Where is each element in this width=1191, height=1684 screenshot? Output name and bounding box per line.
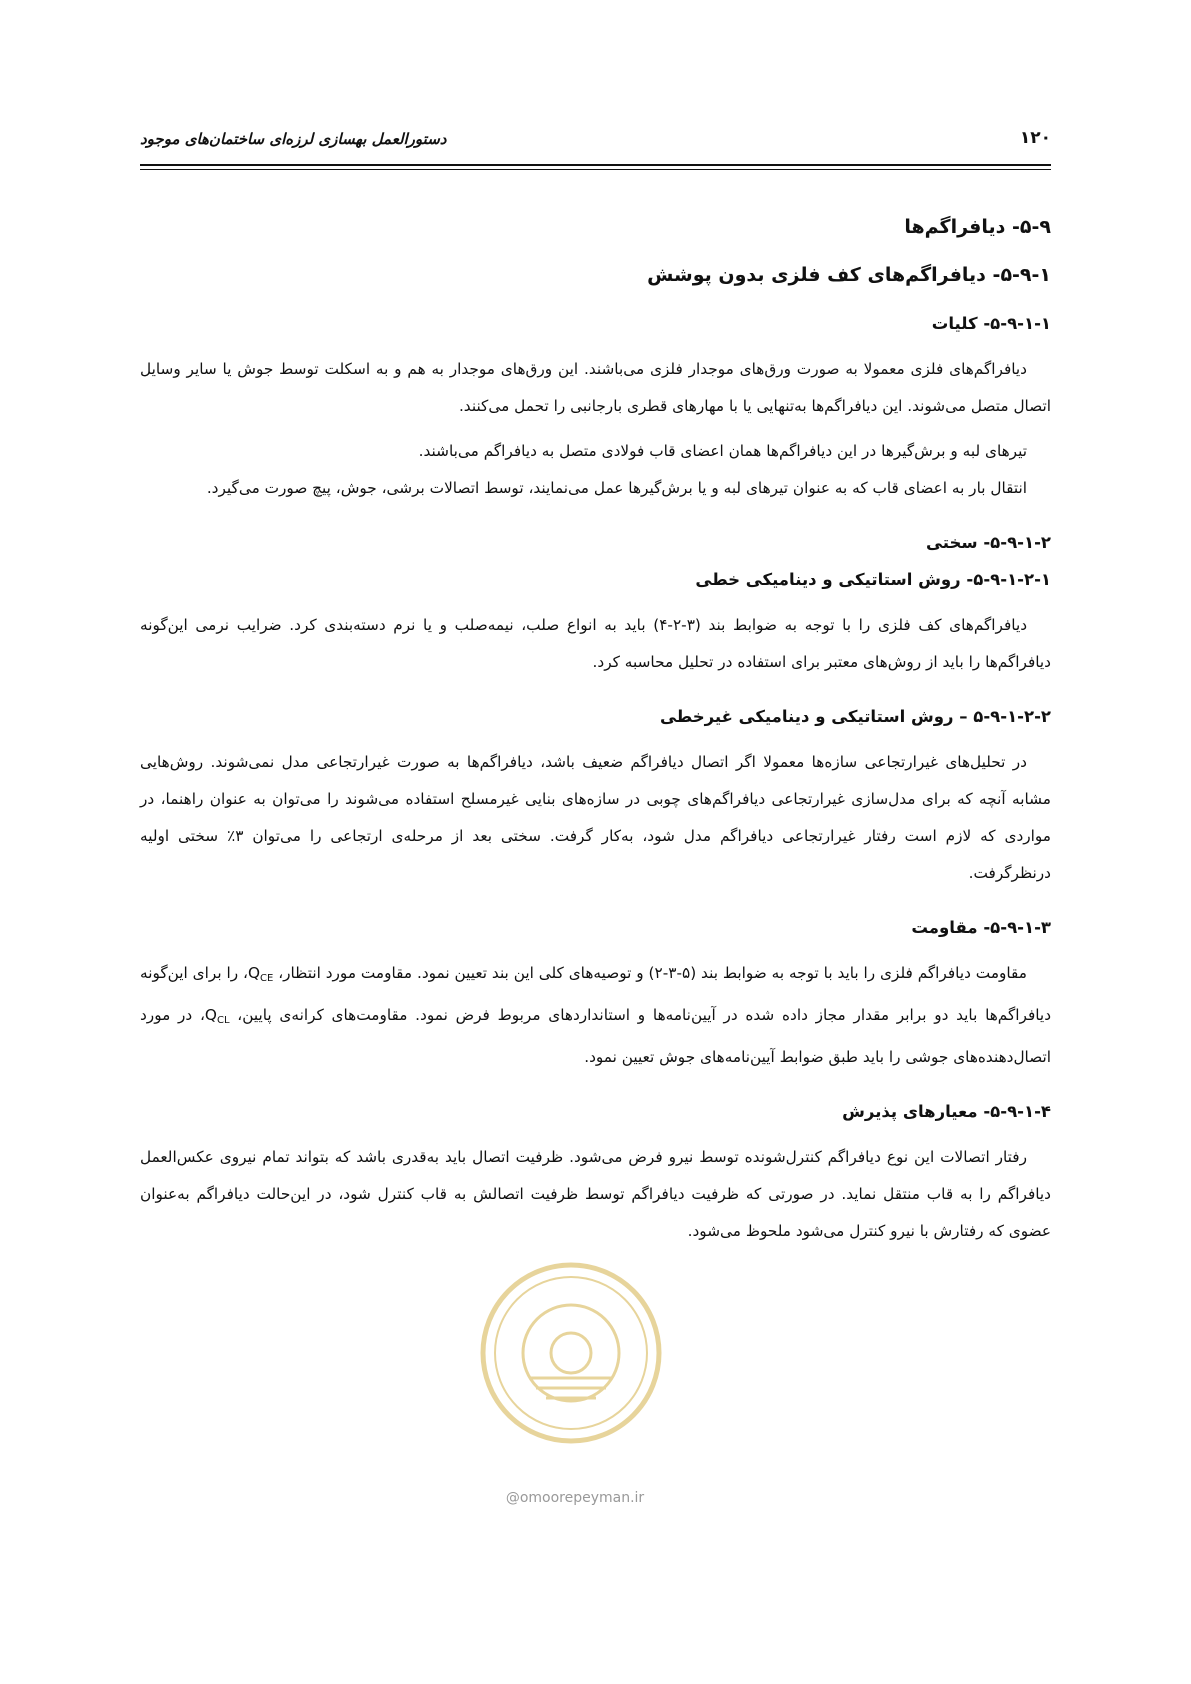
watermark-url: @omoorepeyman.ir <box>505 1490 645 1506</box>
running-header <box>140 128 1051 152</box>
paragraph-acceptance: رفتار اتصالات این نوع دیافراگم کنترل‌شونده توسط نیرو فرض می‌شود. ظرفیت اتصال باید به‌قدری باشد که بتواند تمام نیروی عکس‌العمل دیافراگم را به قاب منتقل نماید. در صورتی که ظرفیت دیافراگم توسط ظرفیت اتصالش به قاب کنترل شود، در این‌حالت دیافراگم به‌عنوان عضوی که رفتارش با نیرو کنترل می‌شود ملحوظ می‌شود. <box>140 1148 1051 1240</box>
paragraph-strength <box>140 955 1051 1076</box>
strength-text-b: ، را برای این‌گونه دیافراگم‌ها باید دو برابر مقدار مجاز داده شده در آیین‌نامه‌ها و استانداردهای مربوط فرض نمود. مقاومت‌های کرانه‌ی پایین، <box>140 964 1052 1024</box>
symbol-qcl: $Q_{CL}$ <box>204 1006 230 1026</box>
page-number: ۱۲۰ <box>1019 128 1051 148</box>
section-heading-acceptance: ۵-۹-۱-۴- معیارهای پذیرش <box>842 1102 1051 1121</box>
strength-text-a: مقاومت دیافراگم فلزی را باید با توجه به ضوابط بند (۵-۳-۲) و توصیه‌های کلی این بند تعیین نمود. مقاومت مورد انتظار، <box>278 964 1027 982</box>
section-heading-stiffness: ۵-۹-۱-۲- سختی <box>926 533 1051 552</box>
paragraph-general-3: انتقال بار به اعضای قاب که به عنوان تیرهای لبه و یا برش‌گیرها عمل می‌نمایند، توسط اتصالات برشی، جوش، پیچ صورت می‌گیرد. <box>206 479 1027 497</box>
paragraph-nonlinear: در تحلیل‌های غیرارتجاعی سازه‌ها معمولا اگر اتصال دیافراگم ضعیف باشد، دیافراگم‌ها به صورت غیرارتجاعی مدل نمی‌شوند. روش‌هایی مشابه آنچه که برای مدل‌سازی غیرارتجاعی دیافراگم‌های چوبی در سازه‌های بنایی غیرمسلح استفاده می‌شوند را می‌توان به عنوان راهنما، در مواردی که لازم است رفتار غیرارتجاعی دیافراگم مدل شود، به‌کار گرفت. سختی بعد از مرحله‌ی ارتجاعی را می‌توان ۳٪ سختی اولیه درنظرگرفت. <box>140 753 1051 882</box>
header-rule <box>140 164 1051 166</box>
paragraph-general-1: دیافراگم‌های فلزی معمولا به صورت ورق‌های موجدار فلزی می‌باشند. این ورق‌های موجدار به هم و به اسکلت توسط جوش یا سایر وسایل اتصال متصل می‌شوند. این دیافراگم‌ها به‌تنهایی یا با مهارهای قطری بارجانبی را تحمل می‌کنند. <box>140 360 1051 415</box>
header-rule-thin <box>140 169 1051 170</box>
watermark-seal <box>476 1258 666 1448</box>
section-heading-5-9: ۵-۹- دیافراگم‌ها <box>904 216 1051 238</box>
section-heading-strength: ۵-۹-۱-۳- مقاومت <box>911 918 1051 937</box>
header-title: دستورالعمل بهسازی لرزه‌ای ساختمان‌های موجود <box>140 130 447 148</box>
section-heading-linear: ۵-۹-۱-۲-۱- روش استاتیکی و دینامیکی خطی <box>695 570 1051 589</box>
section-heading-5-9-1: ۵-۹-۱- دیافراگم‌های کف فلزی بدون پوشش <box>647 264 1051 286</box>
page-content <box>140 200 1051 1258</box>
paragraph-linear: دیافراگم‌های کف فلزی را با توجه به ضوابط بند (۳-۲-۴) باید به انواع صلب، نیمه‌صلب و یا نرم دسته‌بندی کرد. ضرایب نرمی این‌گونه دیافراگم‌ها را باید از روش‌های معتبر برای استفاده در تحلیل محاسبه کرد. <box>140 616 1051 671</box>
section-heading-general: ۵-۹-۱-۱- کلیات <box>931 314 1051 333</box>
strength-text-c: ، در مورد اتصال‌دهنده‌های جوشی را باید طبق ضوابط آیین‌نامه‌های جوش تعیین نمود. <box>140 1006 1051 1066</box>
paragraph-general-2: تیرهای لبه و برش‌گیرها در این دیافراگم‌ها همان اعضای قاب فولادی متصل به دیافراگم می‌باشند. <box>418 442 1027 460</box>
symbol-qce: $Q_{CE}$ <box>247 964 274 984</box>
section-heading-nonlinear: ۵-۹-۱-۲-۲ – روش استاتیکی و دینامیکی غیرخطی <box>659 707 1051 726</box>
